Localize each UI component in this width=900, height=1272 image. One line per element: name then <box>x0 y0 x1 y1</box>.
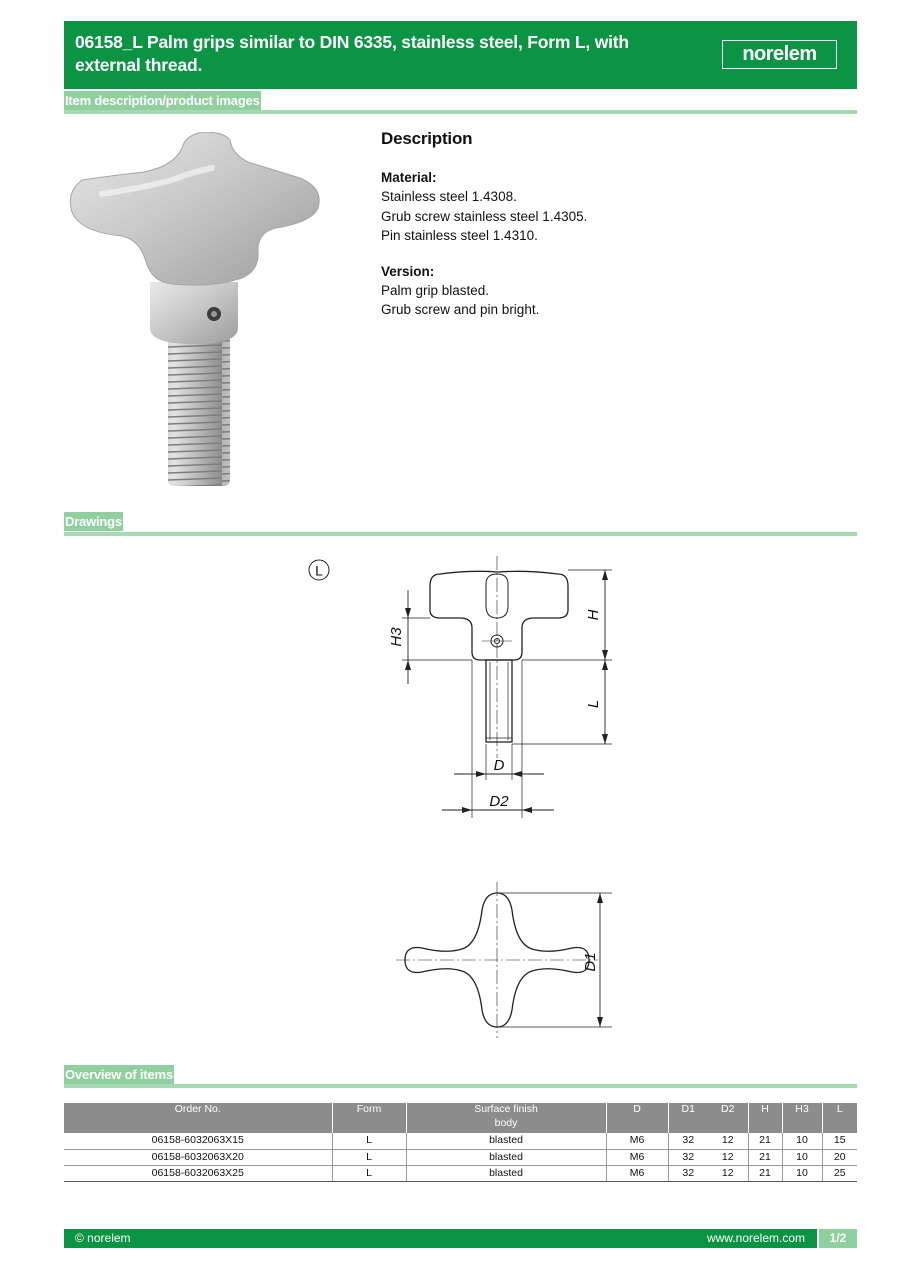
technical-drawing <box>300 548 640 1040</box>
description-heading: Description <box>381 129 473 148</box>
page-header <box>64 21 857 89</box>
material-line: Grub screw stainless steel 1.4305. <box>381 208 588 224</box>
table-header-row <box>64 1103 857 1133</box>
col-header-form: Form <box>332 1103 406 1133</box>
col-header-h: H <box>748 1103 782 1133</box>
page-footer <box>64 1229 857 1248</box>
section-divider <box>64 110 857 114</box>
version-label: Version: <box>381 264 435 280</box>
material-line: Pin stainless steel 1.4310. <box>381 227 538 243</box>
section-label-overview: Overview of items <box>65 1067 173 1082</box>
form-letter: L <box>315 562 323 579</box>
cell-surface-finish: blasted <box>406 1149 606 1165</box>
section-label-item-description: Item description/product images <box>65 93 260 108</box>
table-row <box>64 1165 857 1181</box>
version-line: Palm grip blasted. <box>381 283 490 299</box>
col-header-d2: D2 <box>708 1103 748 1133</box>
cell-order-no: 06158-6032063X25 <box>64 1165 332 1181</box>
dim-label-d1: D1 <box>582 952 599 972</box>
cell-order-no: 06158-6032063X15 <box>64 1133 332 1149</box>
cell-h3: 10 <box>782 1149 822 1165</box>
cell-h: 21 <box>748 1133 782 1149</box>
table-row <box>64 1149 857 1165</box>
col-header-h3: H3 <box>782 1103 822 1133</box>
section-drawings <box>64 512 857 536</box>
section-overview <box>64 1065 857 1088</box>
dim-label-d2: D2 <box>489 793 509 810</box>
table-row <box>64 1133 857 1149</box>
footer-copyright: © norelem <box>75 1231 131 1245</box>
product-image <box>62 132 324 490</box>
grip-neck <box>150 282 238 344</box>
material-line: Stainless steel 1.4308. <box>381 189 517 205</box>
norelem-logo: norelem <box>722 40 837 69</box>
cell-d2: 12 <box>708 1149 748 1165</box>
version-line: Grub screw and pin bright. <box>381 302 540 318</box>
cell-d2: 12 <box>708 1133 748 1149</box>
cell-d: M6 <box>606 1149 668 1165</box>
footer-website-link[interactable]: www.norelem.com <box>706 1231 805 1245</box>
cell-form: L <box>332 1149 406 1165</box>
cell-surface-finish: blasted <box>406 1133 606 1149</box>
dim-label-d: D <box>493 757 505 774</box>
thread-shank <box>168 332 230 486</box>
dim-label-l: L <box>585 699 602 709</box>
cell-d1: 32 <box>668 1133 708 1149</box>
cell-h: 21 <box>748 1149 782 1165</box>
cell-d1: 32 <box>668 1149 708 1165</box>
section-divider <box>64 1084 857 1088</box>
material-block <box>381 168 851 245</box>
section-label-drawings: Drawings <box>65 514 122 529</box>
cell-d2: 12 <box>708 1165 748 1181</box>
cell-form: L <box>332 1133 406 1149</box>
cell-order-no: 06158-6032063X20 <box>64 1149 332 1165</box>
cell-d1: 32 <box>668 1165 708 1181</box>
cell-surface-finish: blasted <box>406 1165 606 1181</box>
col-header-order-no: Order No. <box>64 1103 332 1133</box>
dim-label-h3: H3 <box>388 627 405 647</box>
cell-h3: 10 <box>782 1165 822 1181</box>
items-table <box>64 1103 857 1182</box>
cell-form: L <box>332 1165 406 1181</box>
cell-d: M6 <box>606 1165 668 1181</box>
dim-label-h: H <box>585 609 602 621</box>
cell-l: 15 <box>822 1133 857 1149</box>
page-title: 06158_L Palm grips similar to DIN 6335, stainless steel, Form L, with external thread. <box>75 32 629 75</box>
cell-l: 25 <box>822 1165 857 1181</box>
cell-l: 20 <box>822 1149 857 1165</box>
material-label: Material: <box>381 170 437 186</box>
col-header-d: D <box>606 1103 668 1133</box>
section-item-description <box>64 91 857 114</box>
col-header-l: L <box>822 1103 857 1133</box>
page-number: 1/2 <box>817 1229 857 1248</box>
section-divider <box>64 532 857 536</box>
cell-h3: 10 <box>782 1133 822 1149</box>
col-header-surface-finish: Surface finish body <box>406 1103 606 1133</box>
cell-h: 21 <box>748 1165 782 1181</box>
version-block <box>381 262 851 320</box>
cell-d: M6 <box>606 1133 668 1149</box>
col-header-d1: D1 <box>668 1103 708 1133</box>
grip-head <box>70 132 319 285</box>
description-panel <box>381 129 851 337</box>
